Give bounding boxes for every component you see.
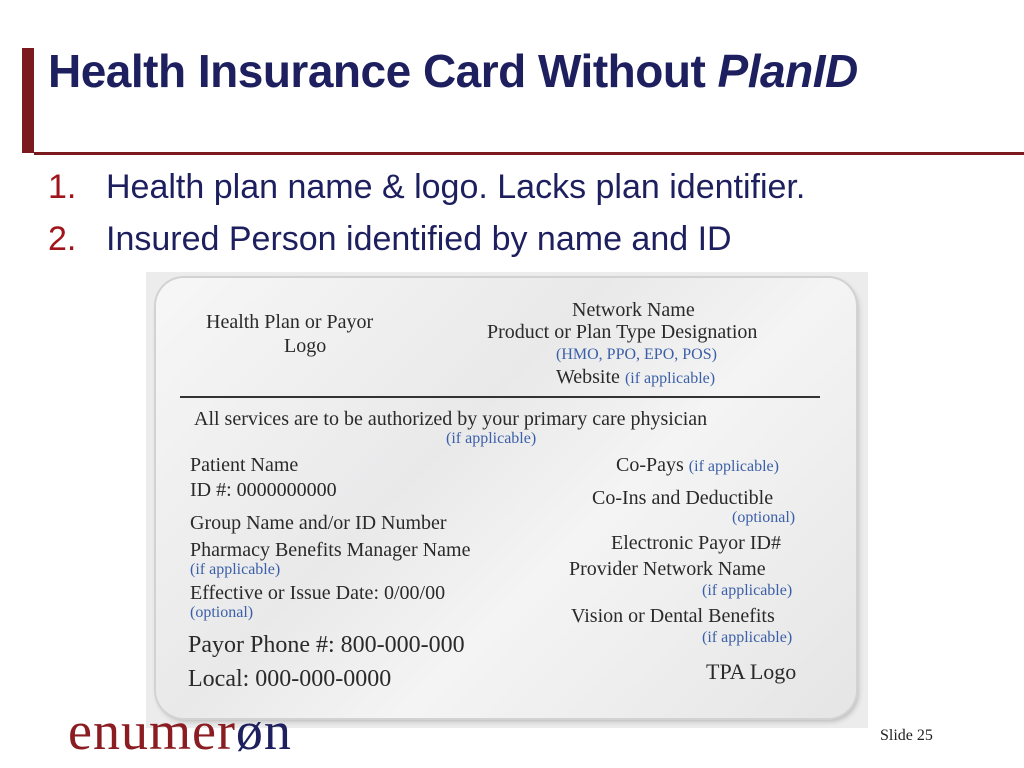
slide-number: Slide 25 [880,727,933,744]
card-pharmacy-note: (if applicable) [190,561,281,578]
card-copays [616,454,779,477]
card-payor-phone: Payor Phone #: 800-000-000 [188,632,465,658]
card-website-note: (if applicable) [624,370,716,387]
card-authorization-note: (if applicable) [446,430,537,447]
title-emphasis: PlanID [717,45,858,97]
card-effective-date: Effective or Issue Date: 0/00/00 [190,582,446,604]
company-logo [68,700,292,762]
card-website-label: Website [556,366,620,388]
insurance-card [156,278,856,718]
card-coins-note: (optional) [732,509,796,526]
bullet-number: 2. [48,220,77,258]
card-group-name: Group Name and/or ID Number [190,512,447,534]
card-provider-note: (if applicable) [702,582,793,599]
card-pharmacy: Pharmacy Benefits Manager Name [190,539,471,561]
company-logo-text-first: enumer [68,701,236,761]
title-main: Health Insurance Card Without [48,45,718,97]
card-vision-note: (if applicable) [702,629,793,646]
card-tpa-logo: TPA Logo [706,659,797,684]
title-divider [34,152,1024,155]
card-authorization: All services are to be authorized by your primary care physician [194,408,708,430]
card-coins: Co-Ins and Deductible [592,487,774,509]
card-patient-name: Patient Name [190,454,299,476]
card-website [556,366,715,389]
card-electronic-id: Electronic Payor ID# [611,532,781,554]
card-effective-note: (optional) [190,604,254,621]
card-divider [180,396,820,398]
company-logo-text-last: øn [235,701,292,761]
card-copays-label: Co-Pays [616,454,684,476]
card-network-name: Network Name [572,299,695,321]
card-copays-note: (if applicable) [688,458,779,475]
card-local-phone: Local: 000-000-0000 [188,666,392,692]
card-provider-network: Provider Network Name [569,558,766,580]
card-vision-dental: Vision or Dental Benefits [571,605,775,627]
card-product-designation: Product or Plan Type Designation [487,321,758,343]
title-accent-bar [22,48,34,153]
card-plan-types: (HMO, PPO, EPO, POS) [556,346,717,363]
bullet-text: Insured Person identified by name and ID [106,220,732,258]
card-logo-label: Health Plan or Payor [206,311,374,333]
bullet-number: 1. [48,168,77,206]
card-id-number: ID #: 0000000000 [190,479,337,501]
slide-title [48,44,858,98]
card-logo-label-2: Logo [284,335,327,357]
bullet-text: Health plan name & logo. Lacks plan identifier. [106,168,806,206]
insurance-card-image [146,272,868,728]
